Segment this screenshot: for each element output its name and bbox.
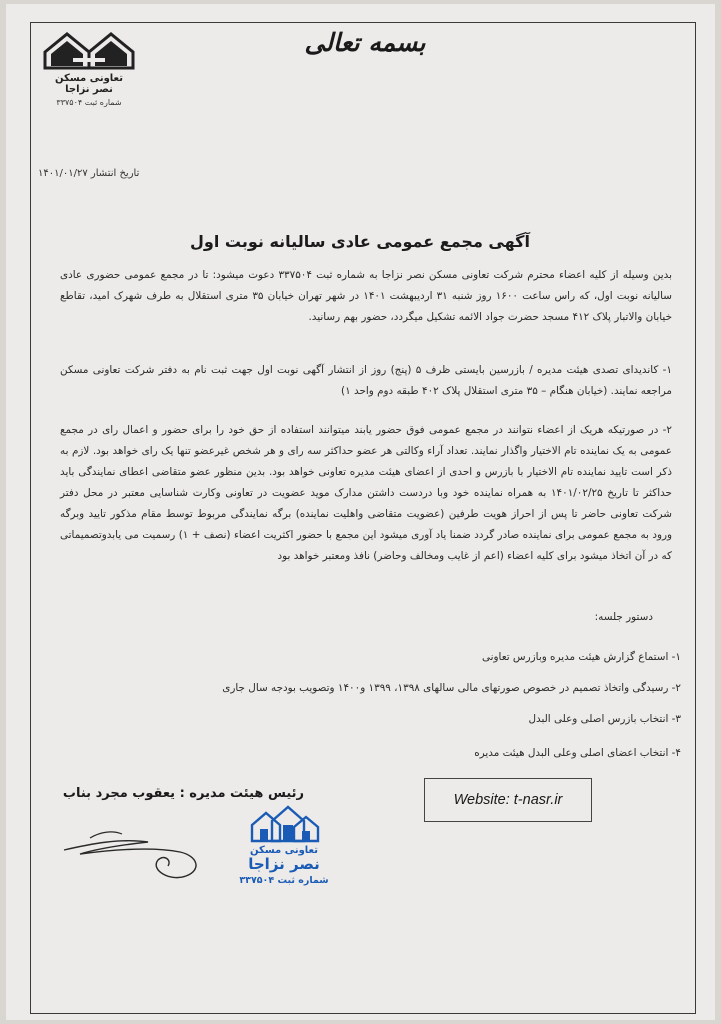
website-box [424, 778, 592, 822]
stamp-registration-number: شماره ثبت ۳۳۷۵۰۴ [239, 875, 329, 886]
houses-logo-icon [43, 30, 135, 70]
stamp-name-line2: نصر نزاجا [248, 855, 320, 873]
agenda-item: ۴- انتخاب اعضای اصلی وعلی البدل هیئت مدیره [474, 747, 681, 759]
cooperative-stamp [232, 805, 336, 886]
bismillah-heading: بسمه تعالی [304, 28, 426, 57]
logo-name-line1: تعاونی مسکن [55, 73, 123, 84]
agenda-heading: دستور جلسه: [594, 611, 653, 623]
cooperative-logo [40, 30, 138, 107]
stamp-name-line1: تعاونی مسکن [250, 845, 318, 856]
agenda-item: ۲- رسیدگی واتخاذ تصمیم در خصوص صورتهای مالی سالهای ۱۳۹۸، ۱۳۹۹ و۱۴۰۰ وتصویب بودجه سال جاری [222, 682, 681, 694]
document-title: آگهی مجمع عمومی عادی سالیانه نوبت اول [190, 232, 530, 251]
intro-paragraph: بدین وسیله از کلیه اعضاء محترم شرکت تعاونی مسکن نصر نزاجا به شماره ثبت ۳۳۷۵۰۴ دعوت میشود: تا در مجمع عمومی حضوری عادی سالیانه نوبت اول، که راس ساعت ۱۶۰۰ روز شنبه ۳۱ اردیبهشت ۱۴۰۱ در شهر تهران خیابان ۳۵ متری استقلال به طرف شهرک امید، تقاطع خیابان والاتبار پلاک ۴۱۲ مسجد حضرت جواد الائمه تشکیل میگردد، حضور بهم رسانید. [60, 269, 672, 323]
logo-name-line2: نصر نزاجا [65, 84, 113, 95]
website-text: Website: t-nasr.ir [453, 792, 563, 808]
houses-stamp-icon [248, 805, 320, 845]
logo-registration-number: شماره ثبت ۳۳۷۵۰۴ [56, 98, 122, 107]
paragraph-proxy: ۲- در صورتیکه هریک از اعضاء نتوانند در مجمع عمومی فوق حضور یابند میتوانند استفاده از حق خود را برای حضور و اعمال رای در مجمع عمومی به یک نماینده تام الاختیار واگذار نمایند. تعداد آراء وکالتی هر عضو حداکثر سه رای و هر شخص غیرعضو تنها یک رای خواهد بود. لازم به ذکر است تایید نماینده تام الاختیار با بازرس و احدی از اعضای هیئت مدیره تعاونی خواهد بود. بدین منظور عضو متقاضی اعطای نمایندگی باید حداکثر تا تاریخ ۱۴۰۱/۰۲/۲۵ به همراه نماینده خود وبا دردست داشتن مدارک موید عضویت در تعاونی وکارت شناسایی معتبر در محل دفتر شرکت تعاونی حاضر تا پس از احراز هویت طرفین (عضویت متقاضی واهلیت نماینده) برگه نمایندگی مربوط توسط مقام مذکور تایید وبرگه ورود به مجمع عمومی برای نماینده صادر گردد ضمنا یاد آوری میشود این مجمع با حضور اکثریت اعضاء (نصف + ۱) رسمیت می یابدوتصمیماتی که در آن اتخاذ میشود برای کلیه اعضاء (اعم از غایب ومخالف وحاضر) نافذ ومعتبر خواهد بود [60, 424, 673, 562]
agenda-item: ۱- استماع گزارش هیئت مدیره وبازرس تعاونی [481, 651, 681, 663]
publish-date: تاریخ انتشار ۱۴۰۱/۰۱/۲۷ [38, 168, 140, 179]
agenda-item: ۳- انتخاب بازرس اصلی وعلی البدل [528, 713, 681, 725]
paragraph-candidates: ۱- کاندیدای تصدی هیئت مدیره / بازرسین بایستی ظرف ۵ (پنج) روز از انتشار آگهی نوبت اول جهت ثبت نام به دفتر شرکت تعاونی مسکن مراجعه نمایند. (خیابان هنگام – ۳۵ متری استقلال پلاک ۴۰۲ طبقه دوم واحد ۱) [60, 364, 673, 397]
signature-mark [60, 820, 210, 890]
chairman-name: رئیس هیئت مدیره : یعقوب مجرد بناب [62, 786, 304, 801]
